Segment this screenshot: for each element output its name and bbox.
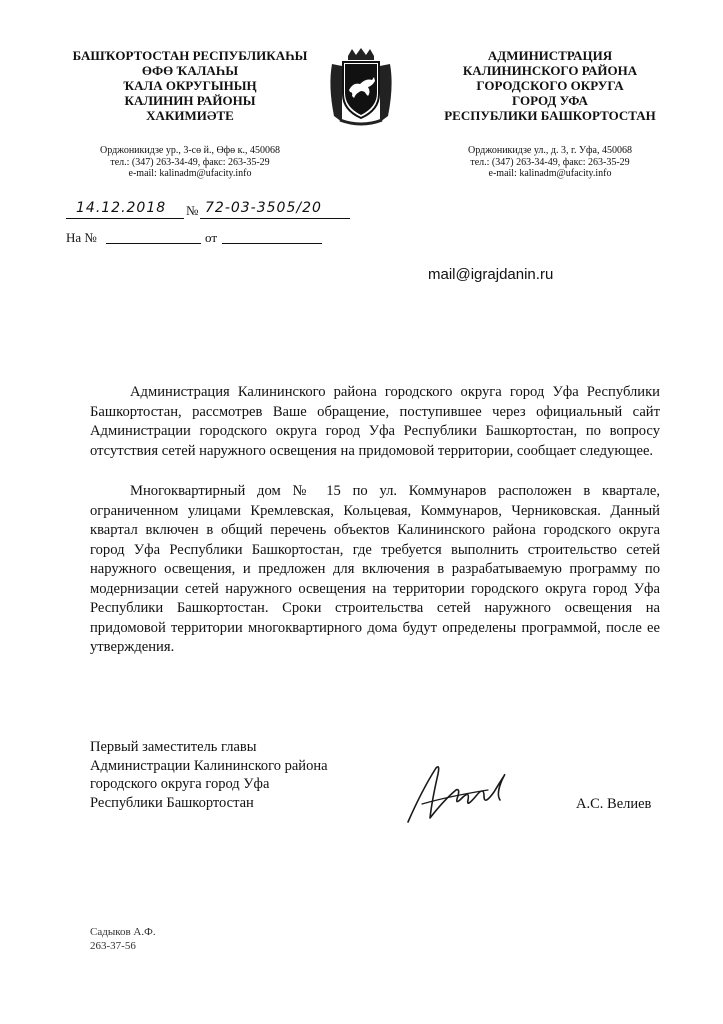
date-underline [66,218,184,219]
signatory-position-line-4: Республики Башкортостан [90,794,254,811]
header-right-contacts [430,145,670,180]
header-right-line-5: РЕСПУБЛИКИ БАШКОРТОСТАН [444,108,656,123]
header-left-line-1: БАШҠОРТОСТАН РЕСПУБЛИКАҺЫ [72,48,308,63]
header-left [50,48,330,123]
outgoing-date: 14.12.2018 [76,200,167,216]
body-paragraph-1: Администрация Калининского района городского округа город Уфа Республики Башкортостан, рассмотрев Ваше обращение, поступившее через официальный сайт Администрации городского округа город Уфа Республики Башкортостан, по вопросу отсутствия сетей наружного освещения на придомовой территории, сообщает следующее. [90,384,660,459]
header-left-line-5: ХАКИМИӘТЕ [146,108,234,123]
header-right-line-2: КАЛИНИНСКОГО РАЙОНА [462,63,638,78]
signatory-position-line-1: Первый заместитель главы [90,739,257,755]
signatory-position-line-3: городского округа город Уфа [90,776,270,792]
header-right-phone: тел.: (347) 263-34-49, факс: 263-35-29 [470,156,630,168]
coat-of-arms-emblem [328,46,394,126]
executor-name: Садыков А.Ф. [90,926,156,938]
coat-of-arms-icon [328,46,394,126]
header-left-address: Орджоникидзе ур., 3-сө й., Өфө к., 450068 [99,145,281,156]
header-left-phone: тел.: (347) 263-34-49, факс: 263-35-29 [110,156,270,168]
signatory-position-line-2: Администрации Калининского района [90,757,328,774]
executor-phone: 263-37-56 [90,940,136,952]
header-left-email: e-mail: kalinadm@ufacity.info [128,168,252,179]
recipient-email: mail@igrajdanin.ru [428,266,554,283]
header-right-line-3: ГОРОДСКОГО ОКРУГА [476,78,624,93]
header-left-line-4: КАЛИНИН РАЙОНЫ [124,93,256,108]
number-underline [200,218,350,219]
signatory-name: А.С. Велиев [576,796,652,812]
header-left-contacts [70,145,310,180]
reference-date-line [222,243,322,244]
header-right [412,48,688,123]
number-sign: № [186,203,199,218]
signatory-position [90,738,410,812]
handwritten-signature [400,760,530,830]
header-right-line-4: ГОРОД УФА [512,93,588,108]
header-left-line-3: ҠАЛА ОКРУГЫНЫҢ [123,78,257,93]
reference-from-label: от [205,230,218,245]
header-right-address: Орджоникидзе ул., д. 3, г. Уфа, 450068 [468,145,632,156]
header-left-line-2: ӨФӨ ҠАЛАҺЫ [141,63,239,78]
header-right-line-1: АДМИНИСТРАЦИЯ [487,48,613,63]
body-paragraph-2: Многоквартирный дом № 15 по ул. Коммунаров расположен в квартале, ограниченном улицами Кремлевская, Кольцевая, Коммунаров, Черниковская. Данный квартал включен в общий перечень объектов Калининского района городского округа город Уфа Республики Башкортостан, где требуется выполнить строительство сетей наружного освещения, и предложен для включения в разрабатываемую программу по модернизации сетей наружного освещения на территории городского округа город Уфа Республики Башкортостан. Сроки строительства сетей наружного освещения на придомовой территории многоквартирного дома будут определены программой, после ее утверждения. [90,483,660,655]
reference-label: На № [66,230,97,245]
signature-scribble-icon [400,760,530,830]
header-right-email: e-mail: kalinadm@ufacity.info [488,168,612,179]
outgoing-number: 72-03-3505/20 [205,200,322,216]
reference-number-line [106,243,201,244]
executor-info [90,925,156,953]
